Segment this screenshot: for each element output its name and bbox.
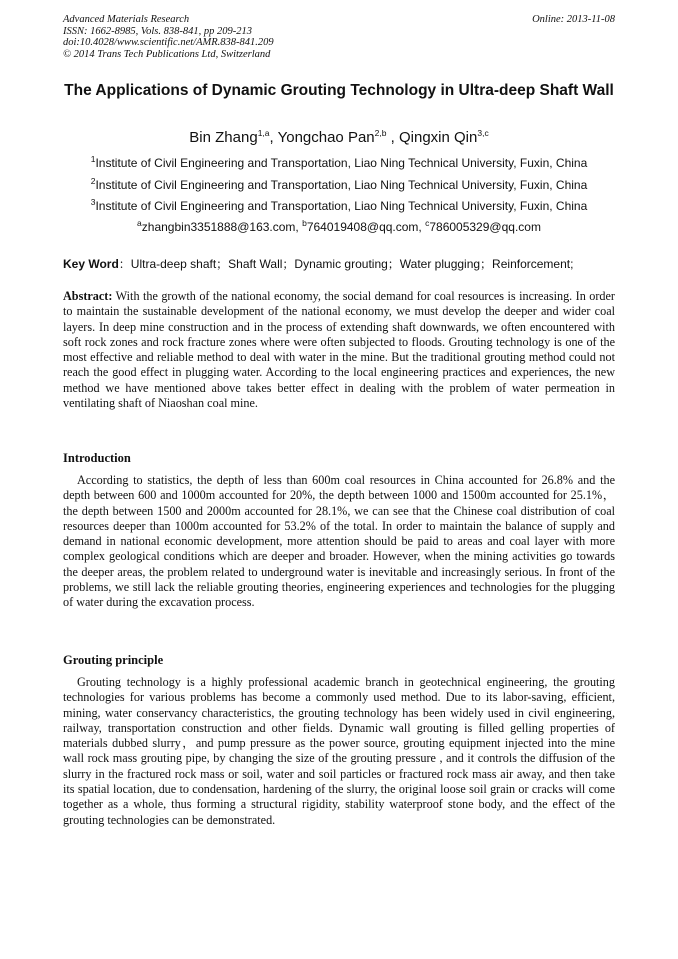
abstract bbox=[63, 289, 615, 411]
online-date: Online: 2013-11-08 bbox=[532, 14, 615, 25]
issn-line: ISSN: 1662-8985, Vols. 838-841, pp 209-213 bbox=[63, 25, 252, 37]
author-superscript: 2,b bbox=[374, 128, 387, 138]
author-list bbox=[63, 128, 615, 148]
author-superscript: 1,a bbox=[257, 128, 270, 138]
email-superscript: c bbox=[425, 218, 430, 228]
author-name: Qingxin Qin bbox=[398, 129, 478, 146]
affiliation-2 bbox=[63, 177, 615, 193]
affiliation-1 bbox=[63, 155, 615, 171]
affiliation-text: Institute of Civil Engineering and Transportation, Liao Ning Technical University, Fuxin, China bbox=[95, 178, 588, 192]
email-superscript: b bbox=[302, 218, 307, 228]
affiliation-superscript: 1 bbox=[90, 154, 96, 164]
affiliation-superscript: 3 bbox=[90, 197, 96, 207]
doi-line: doi:10.4028/www.scientific.net/AMR.838-841.209 bbox=[63, 37, 274, 48]
email-text: 786005329@qq.com bbox=[429, 220, 541, 234]
keywords-label: Key Word bbox=[63, 257, 119, 271]
keywords bbox=[63, 256, 615, 272]
section-heading-grouting-principle: Grouting principle bbox=[63, 653, 164, 667]
email-text: 764019408@qq.com, bbox=[306, 220, 426, 234]
journal-metadata bbox=[63, 14, 615, 60]
author-superscript: 3,c bbox=[477, 128, 489, 138]
email-text: zhangbin3351888@163.com, bbox=[141, 220, 303, 234]
author-emails bbox=[63, 219, 615, 235]
abstract-label: Abstract: bbox=[63, 289, 113, 303]
journal-name: Advanced Materials Research bbox=[63, 14, 190, 25]
affiliation-text: Institute of Civil Engineering and Transportation, Liao Ning Technical University, Fuxin, China bbox=[95, 156, 588, 170]
author-name: Yongchao Pan bbox=[277, 129, 375, 146]
affiliation-text: Institute of Civil Engineering and Transportation, Liao Ning Technical University, Fuxin, China bbox=[95, 199, 588, 213]
affiliation-superscript: 2 bbox=[90, 176, 96, 186]
grouting-principle-paragraph: Grouting technology is a highly professional academic branch in geotechnical engineering, the grouting technologies for various problems has become a commonly used method. Due to its labor-saving, efficient, mining, water conservancy characteristics, the grouting technology has been widely used in civil engineering, railway, transportation construction and other fields. Dynamic wall grouting is filled gelling properties of materials dubbed slurry，and pump pressure as the power source, grouting equipment injected into the mine wall rock mass grouting pipe, by changing the size of the grouting pressure , and it controls the diffusion of the slurry in the fractured rock mass or soil, water and soil particles or fractured rock mass air away, and then take its spatial location, due to condensation, hardening of the slurry, the original loose soil grain or cracks will come together as a whole, thus forming a structural rigidity, stability waterproof stone body, and the effect of the grouting technologies can be demonstrated. bbox=[63, 675, 615, 827]
author-name: Bin Zhang bbox=[189, 129, 258, 146]
author-separator: , bbox=[386, 129, 399, 146]
introduction-paragraph: According to statistics, the depth of less than 600m coal resources in China accounted for 26.8% and the depth between 600 and 1000m accounted for 20%, the depth between 1000 and 1500m accounted for 25.1%，the depth between 1500 and 2000m accounted for 28.1%, we can see that the Chinese coal distribution of coal resources deeper than 1000m accounted for 53.2% of the total. In order to maintain the balance of supply and demand in national economic development, more attention should be paid to areas and coal layer with more complex geological conditions which are deeper and broader. However, when the mining activities go towards the deeper areas, the problem related to underground water is inevitable and increasingly serious. In front of the problems, we still lack the reliable grouting theories, engineering experiences and technologies for the plugging of water during the excavation process. bbox=[63, 473, 615, 610]
affiliation-3 bbox=[63, 198, 615, 214]
email-superscript: a bbox=[137, 218, 142, 228]
abstract-text: With the growth of the national economy, the social demand for coal resources is increasing. In order to maintain the sustainable development of the national economy, we must develop the deeper and wider coal layers. In deep mine construction and in the process of extending shaft downwards, we often encountered with soft rock zones and rock fracture zones where were often subjected to floods. Grouting technology is one of the most effective and reliable method to deal with water in the mine. But the traditional grouting method could not reach the good effect in plugging water. According to the local engineering practices and experiences, the new method we have mentioned above takes better effect in dealing with the problem of water permeation in ventilating shaft of Niaoshan coal mine. bbox=[63, 289, 615, 411]
section-heading-introduction: Introduction bbox=[63, 451, 131, 465]
keywords-text: ：Ultra-deep shaft；Shaft Wall；Dynamic grouting；Water plugging；Reinforcement; bbox=[118, 257, 574, 271]
copyright-line: © 2014 Trans Tech Publications Ltd, Switzerland bbox=[63, 48, 271, 60]
paper-title: The Applications of Dynamic Grouting Technology in Ultra-deep Shaft Wall bbox=[64, 82, 614, 99]
author-separator: , bbox=[269, 129, 278, 146]
